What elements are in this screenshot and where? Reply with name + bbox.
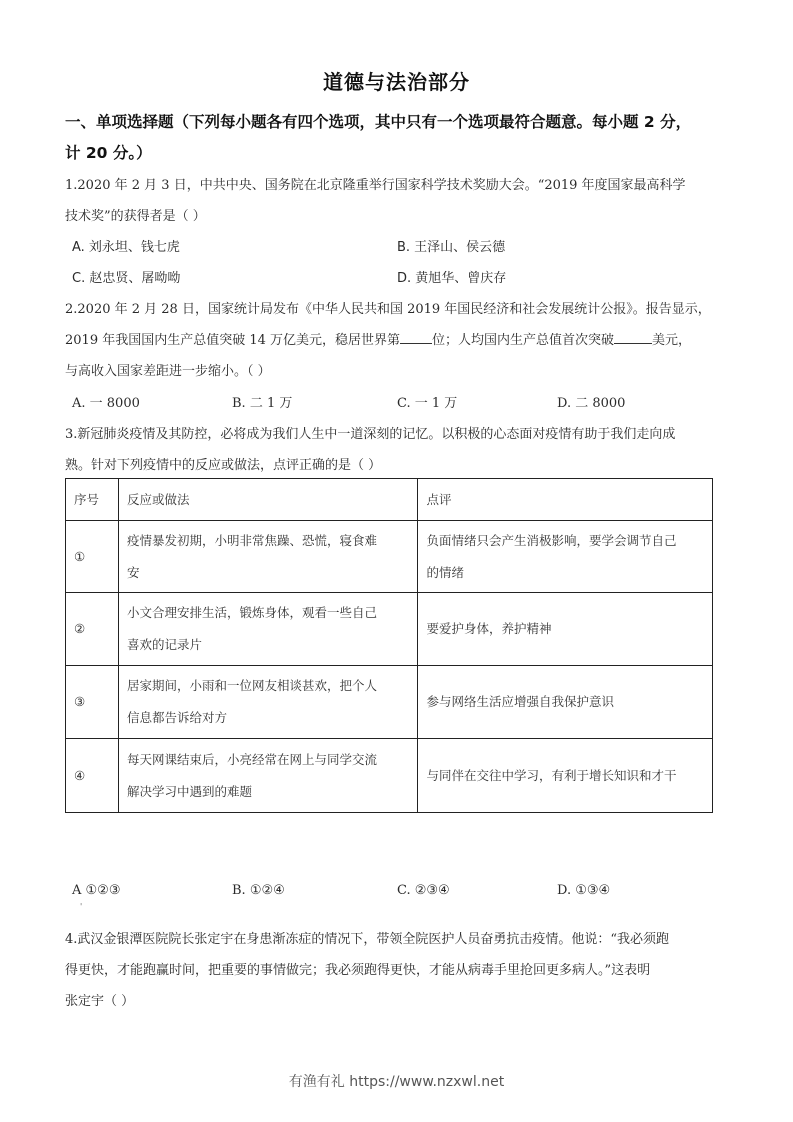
question-2-option-b[interactable]: B. 二 1 万 xyxy=(232,396,293,411)
question-3-option-a[interactable]: A ①②③ xyxy=(72,883,121,898)
answer-blank-rank xyxy=(400,331,432,344)
row-comment xyxy=(418,521,713,593)
header-number: 序号 xyxy=(66,479,119,521)
row-comment: 参与网络生活应增强自我保护意识 xyxy=(418,666,713,739)
question-2-line2-part1: 2019 年我国国内生产总值突破 14 万亿美元，稳居世界第 xyxy=(65,333,401,348)
question-1-line1: 1.2020 年 2 月 3 日，中共中央、国务院在北京隆重举行国家科学技术奖励大会。“2019 年度国家最高科学 xyxy=(65,178,686,193)
row-action-line: 解决学习中遇到的难题 xyxy=(126,783,252,799)
row-number: ③ xyxy=(66,666,119,739)
row-action-line: 信息都告诉给对方 xyxy=(126,710,227,725)
section-heading-line1: 一、单项选择题（下列每小题各有四个选项，其中只有一个选项最符合题意。每小题 2 分， xyxy=(65,113,692,131)
table-row xyxy=(66,666,713,739)
row-action xyxy=(118,739,418,813)
row-action-line: 疫情暴发初期，小明非常焦躁、恐慌，寝食难 xyxy=(126,532,377,548)
question-4-line2: 得更快，才能跑赢时间，把重要的事情做完；我必须跑得更快，才能从病毒手里抢回更多病人。”这表明 xyxy=(65,963,651,978)
question-2-option-c[interactable]: C. 一 1 万 xyxy=(397,396,458,411)
row-comment: 要爱护身体，养护精神 xyxy=(418,593,713,666)
question-3-option-b[interactable]: B. ①②④ xyxy=(232,883,285,898)
row-action-line: 安 xyxy=(126,564,140,580)
row-action-line: 每天网课结束后，小亮经常在网上与同学交流 xyxy=(126,751,377,767)
question-2-option-a[interactable]: A. 一 8000 xyxy=(72,396,140,411)
row-comment-line: 的情绪 xyxy=(426,564,464,580)
page-title: 道德与法治部分 xyxy=(323,70,470,94)
table-row xyxy=(66,593,713,666)
row-action xyxy=(118,521,418,593)
row-comment: 与同伴在交往中学习，有利于增长知识和才干 xyxy=(418,739,713,813)
question-2-line2-part2: 位；人均国内生产总值首次突破 xyxy=(432,333,615,348)
table-row xyxy=(66,521,713,593)
question-3-option-c[interactable]: C. ②③④ xyxy=(397,883,450,898)
row-comment-line: 负面情绪只会产生消极影响，要学会调节自己 xyxy=(426,532,677,548)
table-header-row xyxy=(66,479,713,521)
question-1-line2: 技术奖”的获得者是（ ） xyxy=(65,209,206,224)
question-1-option-b[interactable]: B. 王泽山、侯云德 xyxy=(397,240,506,255)
row-number: ④ xyxy=(66,739,119,813)
footer-watermark: 有渔有礼 https://www.nzxwl.net xyxy=(288,1074,505,1090)
row-action-line: 小文合理安排生活，锻炼身体，观看一些自己 xyxy=(126,605,377,620)
question-1-option-c[interactable]: C. 赵忠贤、屠呦呦 xyxy=(72,271,181,286)
question-1-option-a[interactable]: A. 刘永坦、钱七虎 xyxy=(72,240,180,255)
question-2-line2-part3: 美元， xyxy=(652,333,692,348)
reaction-comment-table xyxy=(65,478,713,813)
question-2-line2 xyxy=(65,329,691,348)
row-action xyxy=(118,666,418,739)
question-2-option-d[interactable]: D. 二 8000 xyxy=(557,396,626,411)
question-1-option-d[interactable]: D. 黄旭华、曾庆存 xyxy=(397,271,507,286)
row-action-line: 喜欢的记录片 xyxy=(126,637,202,652)
answer-blank-amount xyxy=(614,331,652,344)
section-heading-line2: 计 20 分。） xyxy=(65,144,152,162)
question-3-line1: 3.新冠肺炎疫情及其防控，必将成为我们人生中一道深刻的记忆。以积极的心态面对疫情有助于我们走向成 xyxy=(65,427,676,442)
row-number: ① xyxy=(66,521,119,593)
question-4-line1: 4.武汉金银潭医院院长张定宇在身患渐冻症的情况下，带领全院医护人员奋勇抗击疫情。他说：“我必须跑 xyxy=(65,932,670,947)
question-2-line3: 与高收入国家差距进一步缩小。（ ） xyxy=(65,364,271,379)
row-action-line: 居家期间，小雨和一位网友相谈甚欢，把个人 xyxy=(126,678,377,693)
question-4-line3: 张定宇（ ） xyxy=(65,994,135,1009)
row-action xyxy=(118,593,418,666)
stray-mark: ' xyxy=(80,902,83,911)
header-action: 反应或做法 xyxy=(118,479,418,521)
row-number: ② xyxy=(66,593,119,666)
question-3-line2: 熟。针对下列疫情中的反应或做法，点评正确的是（ ） xyxy=(65,458,382,473)
question-3-option-d[interactable]: D. ①③④ xyxy=(557,883,611,898)
header-comment: 点评 xyxy=(418,479,713,521)
table-row xyxy=(66,739,713,813)
question-2-line1: 2.2020 年 2 月 28 日，国家统计局发布《中华人民共和国 2019 年国民经济和社会发展统计公报》。报告显示， xyxy=(65,302,711,317)
